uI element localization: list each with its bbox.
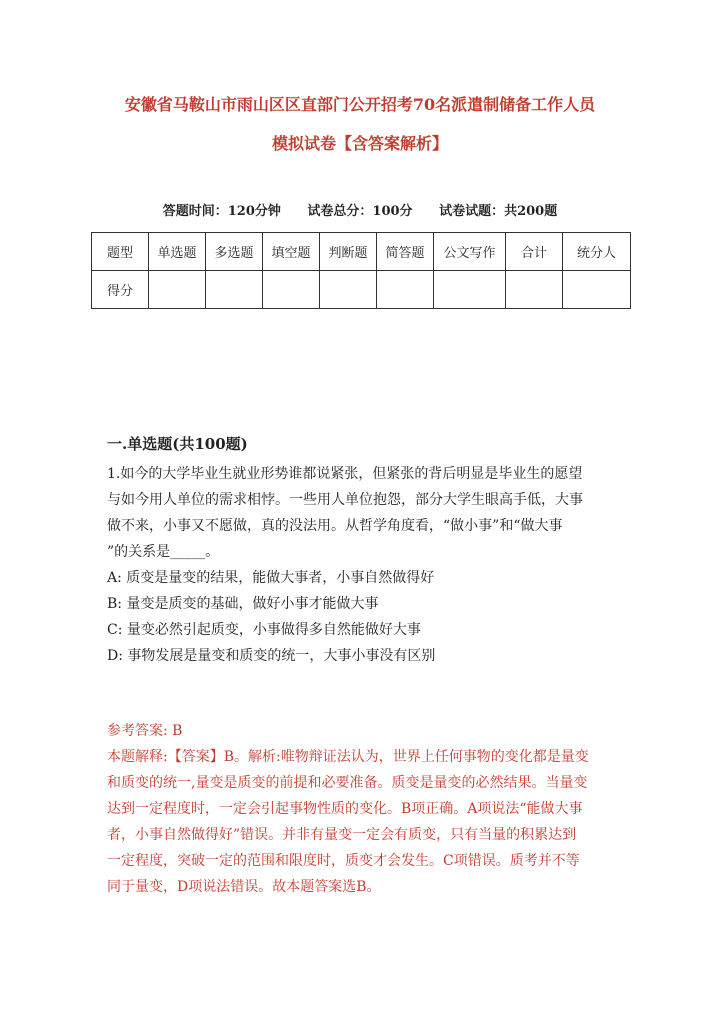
score-table-score-row [92, 271, 631, 309]
question-stem-line: 做不来，小事又不愿做，真的没法用。从哲学角度看，“做小事”和“做大事 [107, 518, 563, 534]
header-cell: 合计 [506, 233, 563, 271]
score-table [91, 232, 631, 309]
reference-answer: 参考答案: B [107, 723, 183, 739]
explanation-line: 一定程度，突破一定的范围和限度时，质变才会发生。C项错误。质考并不等 [107, 853, 580, 869]
section-title: 一.单选题(共100题) [107, 435, 248, 453]
header-cell: 简答题 [377, 233, 434, 271]
header-cell: 填空题 [263, 233, 320, 271]
document-title-line2: 模拟试卷【含答案解析】 [271, 134, 448, 153]
score-row-label: 得分 [92, 271, 149, 309]
score-cell [206, 271, 263, 309]
question-block [107, 461, 627, 669]
score-cell [377, 271, 434, 309]
exam-meta [0, 200, 720, 219]
explanation-line: 和质变的统一,量变是质变的前提和必要准备。质变是量变的必然结果。当量变 [107, 775, 588, 791]
header-cell: 多选题 [206, 233, 263, 271]
score-table-header-row [92, 233, 631, 271]
exam-time: 答题时间：120分钟 [162, 204, 281, 219]
score-cell [506, 271, 563, 309]
exam-total-score: 试卷总分：100分 [307, 204, 413, 219]
header-cell: 单选题 [149, 233, 206, 271]
header-cell: 公文写作 [434, 233, 506, 271]
document-title-line1: 安徽省马鞍山市雨山区区直部门公开招考70名派遣制储备工作人员 [124, 95, 596, 114]
explanation-line: 者，小事自然做得好”错误。并非有量变一定会有质变，只有当量的积累达到 [107, 827, 577, 843]
option-a: A: 质变是量变的结果，能做大事者，小事自然做得好 [107, 570, 435, 586]
explanation-line: 同于量变，D项说法错误。故本题答案选B。 [107, 879, 381, 895]
question-stem-line: 与如今用人单位的需求相悖。一些用人单位抱怨，部分大学生眼高手低，大事 [107, 492, 583, 508]
exam-question-count: 试卷试题：共200题 [439, 204, 558, 219]
header-cell: 统分人 [563, 233, 631, 271]
score-cell [563, 271, 631, 309]
answer-block [107, 718, 627, 900]
question-stem-line: ”的关系是_____。 [107, 544, 220, 560]
score-cell [263, 271, 320, 309]
option-d: D: 事物发展是量变和质变的统一，大事小事没有区别 [107, 648, 436, 664]
header-cell: 题型 [92, 233, 149, 271]
question-stem-line: 1.如今的大学毕业生就业形势谁都说紧张，但紧张的背后明显是毕业生的愿望 [107, 466, 583, 482]
explanation-line: 达到一定程度时，一定会引起事物性质的变化。B项正确。A项说法“能做大事 [107, 801, 583, 817]
option-b: B: 量变是质变的基础，做好小事才能做大事 [107, 596, 379, 612]
explanation-line: 本题解释:【答案】B。解析:唯物辩证法认为，世界上任何事物的变化都是量变 [107, 749, 589, 765]
score-cell [149, 271, 206, 309]
score-cell [434, 271, 506, 309]
option-c: C: 量变必然引起质变，小事做得多自然能做好大事 [107, 622, 421, 638]
score-cell [320, 271, 377, 309]
header-cell: 判断题 [320, 233, 377, 271]
